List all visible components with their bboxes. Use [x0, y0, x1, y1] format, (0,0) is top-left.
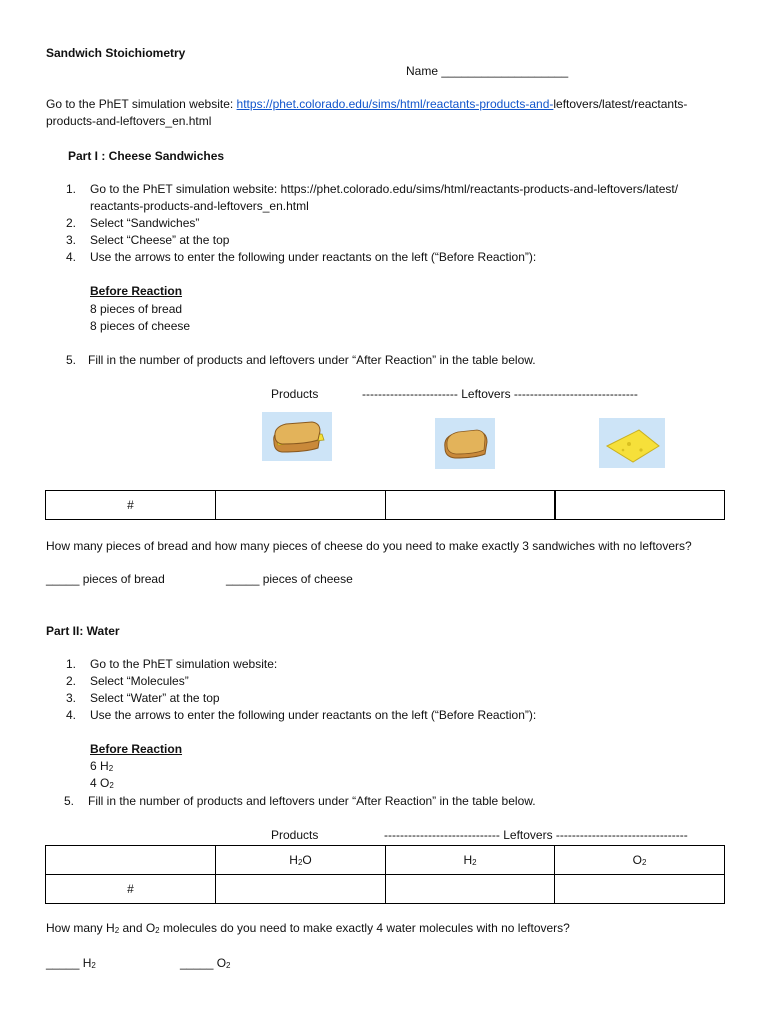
bread-icon — [435, 418, 495, 469]
intro-prefix: Go to the PhET simulation website: — [46, 97, 237, 111]
part2-before-heading: Before Reaction — [90, 742, 183, 756]
step-number: 3. — [65, 233, 76, 247]
step-number: 5. — [63, 794, 74, 808]
part1-step-3: Select “Cheese” at the top — [90, 233, 230, 247]
h2-amount: 6 H — [90, 759, 109, 773]
answer-cheese[interactable]: _____ pieces of cheese — [226, 572, 353, 586]
part2-products-label: Products — [271, 828, 319, 842]
part1-table — [45, 490, 725, 520]
table-row — [46, 491, 725, 520]
sandwich-count-cell[interactable] — [216, 491, 386, 520]
part2-step-4: Use the arrows to enter the following under reactants on the left (“Before Reaction”): — [90, 708, 537, 722]
cheese-icon — [599, 418, 665, 468]
part1-step-4: Use the arrows to enter the following under reactants on the left (“Before Reaction”): — [90, 250, 537, 264]
phet-link[interactable]: https://phet.colorado.edu/sims/html/reactants-products-and- — [236, 97, 554, 111]
part1-step-1-cont: reactants-products-and-leftovers_en.html — [90, 199, 309, 213]
part1-products-label: Products — [271, 387, 319, 401]
cheese-leftover-cell[interactable] — [555, 491, 725, 520]
part1-step-2: Select “Sandwiches” — [90, 216, 200, 230]
cheese-image — [599, 418, 665, 468]
answer-o2[interactable]: _____ $O_2$ — [180, 956, 231, 970]
part2-leftovers-label: ----------------------------- Leftovers --------------------------------- — [384, 828, 688, 842]
part1-leftovers-label: ------------------------ Leftovers ------------------------------- — [362, 387, 638, 401]
part1-before-heading: Before Reaction — [90, 284, 183, 298]
header-h2: $H_2$ — [386, 846, 555, 875]
step-number: 4. — [65, 708, 76, 722]
header-h2o: $H_2O$ — [216, 846, 386, 875]
step-number: 1. — [65, 182, 76, 196]
part1-before-cheese: 8 pieces of cheese — [90, 319, 191, 333]
document-title: Sandwich Stoichiometry — [46, 46, 186, 60]
answer-bread[interactable]: _____ pieces of bread — [46, 572, 165, 586]
part1-before-bread: 8 pieces of bread — [90, 302, 183, 316]
part2-step-1: Go to the PhET simulation website: — [90, 657, 278, 671]
o2-leftover-cell[interactable] — [555, 875, 725, 904]
row-label-cell: # — [46, 875, 216, 904]
row-label-cell: # — [46, 491, 216, 520]
h2o-count-cell[interactable] — [216, 875, 386, 904]
step-number: 3. — [65, 691, 76, 705]
step-number: 2. — [65, 674, 76, 688]
bread-image — [435, 418, 495, 469]
o2-amount: 4 O — [90, 776, 110, 790]
answer-h2[interactable]: _____ $H_2$ — [46, 956, 96, 970]
bread-leftover-cell[interactable] — [386, 491, 555, 520]
part2-step-5: Fill in the number of products and leftovers under “After Reaction” in the table below. — [88, 794, 536, 808]
part1-step-1: Go to the PhET simulation website: https://phet.colorado.edu/sims/html/reactants-products-and-leftovers/latest/ — [90, 182, 679, 196]
name-field[interactable]: Name ___________________ — [406, 64, 569, 78]
header-o2: $O_2$ — [555, 846, 725, 875]
part2-step-2: Select “Molecules” — [90, 674, 189, 688]
step-number: 5. — [65, 353, 76, 367]
step-number: 1. — [65, 657, 76, 671]
intro-rest: leftovers/latest/reactants- — [553, 97, 688, 111]
part1-step-5: Fill in the number of products and leftovers under “After Reaction” in the table below. — [88, 353, 536, 367]
part1-question: How many pieces of bread and how many pieces of cheese do you need to make exactly 3 sandwiches with no leftovers? — [46, 539, 692, 553]
part2-table — [45, 845, 725, 904]
part2-question: How many $H_2$ and $O_2$ molecules do you need to make exactly 4 water molecules with no leftovers? — [46, 921, 570, 935]
table-row — [46, 875, 725, 904]
step-number: 2. — [65, 216, 76, 230]
table-row — [46, 846, 725, 875]
subscript: 2 — [109, 781, 114, 790]
intro-line-2: products-and-leftovers_en.html — [46, 114, 212, 128]
intro-line-1 — [46, 97, 687, 111]
sandwich-image — [262, 412, 332, 461]
h2-leftover-cell[interactable] — [386, 875, 555, 904]
sandwich-icon — [262, 412, 332, 461]
part2-step-3: Select “Water” at the top — [90, 691, 220, 705]
part2-before-o2 — [90, 776, 114, 790]
step-number: 4. — [65, 250, 76, 264]
part2-before-h2 — [90, 759, 113, 773]
part2-heading: Part II: Water — [46, 624, 120, 638]
header-empty-cell — [46, 846, 216, 875]
part1-heading: Part I : Cheese Sandwiches — [68, 149, 225, 163]
subscript: 2 — [108, 764, 114, 773]
